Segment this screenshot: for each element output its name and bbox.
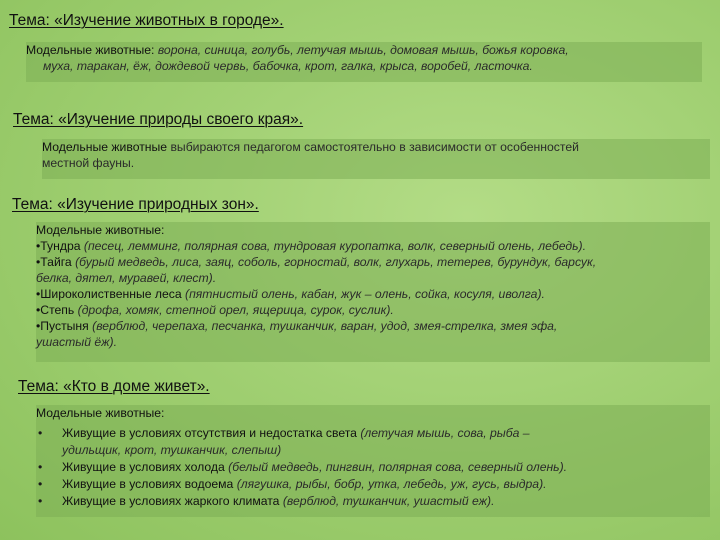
topic-title-native-land: Тема: «Изучение природы своего края». <box>13 111 304 128</box>
zone-name: •Пустыня <box>36 319 89 333</box>
habitat-name: Живущие в условиях жаркого климата <box>62 494 280 508</box>
habitat-item-no-light <box>36 425 710 459</box>
animals-list-line: муха, таракан, ёж, дождевой червь, бабочка, крот, галка, крыса, воробей, ласточка. <box>43 59 533 73</box>
zone-name: •Тайга <box>36 255 72 269</box>
zone-animals: (верблюд, черепаха, песчанка, тушканчик, варан, удод, змея-стрелка, змея эфа, <box>92 319 558 333</box>
model-animals-native-block <box>42 139 710 179</box>
description-line: местной фауны. <box>42 156 135 170</box>
topic-title-natural-zones: Тема: «Изучение природных зон». <box>12 196 259 213</box>
zone-steppe <box>36 302 710 318</box>
zone-broadleaf-forests <box>36 286 710 302</box>
model-animals-city-block <box>26 42 702 82</box>
zone-name: •Широколиственные леса <box>36 287 182 301</box>
habitat-name: Живущие в условиях водоема <box>62 477 234 491</box>
model-animals-label: Модельные животные: <box>26 43 155 57</box>
habitat-item-hot-climate <box>36 493 710 510</box>
zone-animals: (пятнистый олень, кабан, жук – олень, сойка, косуля, иволга). <box>185 287 545 301</box>
natural-zones-block <box>36 222 710 362</box>
topic-title-who-lives-in-house: Тема: «Кто в доме живет». <box>18 378 210 395</box>
house-habitats-block <box>36 405 710 517</box>
habitat-item-water <box>36 476 710 493</box>
habitat-name: Живущие в условиях холода <box>62 460 225 474</box>
model-animals-label: Модельные животные <box>42 140 168 154</box>
zone-animals: ушастый ёж). <box>36 335 117 349</box>
zone-desert <box>36 318 710 334</box>
bullet: • <box>38 426 43 440</box>
zone-animals: (дрофа, хомяк, степной орел, ящерица, сурок, суслик). <box>77 303 394 317</box>
zone-animals: (песец, лемминг, полярная сова, тундровая куропатка, волк, северный олень, лебедь). <box>83 239 586 253</box>
topic-title-city: Тема: «Изучение животных в городе». <box>9 12 284 29</box>
habitat-animals: (верблюд, тушканчик, ушастый еж). <box>282 494 495 508</box>
zone-name: •Степь <box>36 303 75 317</box>
habitat-animals: (белый медведь, пингвин, полярная сова, северный олень). <box>228 460 568 474</box>
habitat-animals: (лягушка, рыбы, бобр, утка, лебедь, уж, гусь, выдра). <box>236 477 547 491</box>
zone-name: •Тундра <box>36 239 81 253</box>
model-animals-label: Модельные животные: <box>36 406 165 420</box>
bullet: • <box>38 460 43 474</box>
model-animals-label: Модельные животные: <box>36 223 165 237</box>
habitat-item-cold <box>36 459 710 476</box>
bullet: • <box>38 494 43 508</box>
description-line: выбираются педагогом самостоятельно в зависимости от особенностей <box>170 140 579 154</box>
bullet: • <box>38 477 43 491</box>
habitat-animals: удильщик, крот, тушканчик, слепыш) <box>62 443 282 457</box>
animals-list-line: ворона, синица, голубь, летучая мышь, домовая мышь, божья коровка, <box>157 43 569 57</box>
zone-animals: белка, дятел, муравей, клест). <box>36 271 217 285</box>
habitat-name: Живущие в условиях отсутствия и недостатка света <box>62 426 357 440</box>
habitat-animals: (летучая мышь, сова, рыба – <box>360 426 530 440</box>
zone-taiga <box>36 254 710 270</box>
zone-animals: (бурый медведь, лиса, заяц, соболь, горностай, волк, глухарь, тетерев, бурундук, барсук, <box>75 255 597 269</box>
zone-tundra <box>36 238 710 254</box>
